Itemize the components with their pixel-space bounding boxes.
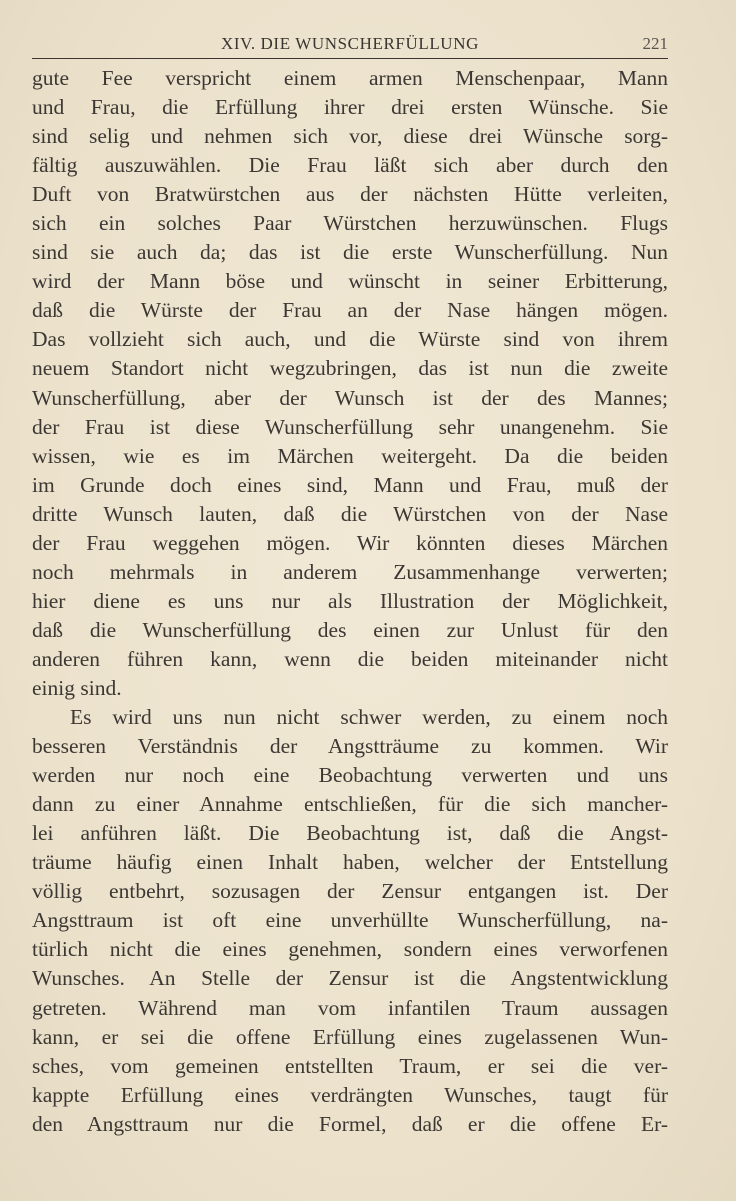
text-line: daß die Wunscherfüllung des einen zur Unlust für den: [32, 617, 668, 642]
text-line: werden nur noch eine Beobachtung verwerten und uns: [32, 763, 668, 788]
text-line: sind sie auch da; das ist die erste Wunscherfüllung. Nun: [32, 240, 668, 265]
text-line: lei anführen läßt. Die Beobachtung ist, daß die Angst-: [32, 821, 668, 846]
paragraph-end-line: einig sind.: [32, 675, 122, 700]
text-line: sich ein solches Paar Würstchen herzuwünschen. Flugs: [32, 211, 668, 236]
text-line: sind selig und nehmen sich vor, diese drei Wünsche sorg-: [32, 124, 668, 149]
body-text: [32, 64, 668, 1139]
text-line: fältig auszuwählen. Die Frau läßt sich aber durch den: [32, 153, 668, 178]
text-line: gute Fee verspricht einem armen Menschenpaar, Mann: [32, 66, 668, 90]
running-head: [32, 30, 668, 59]
text-line: wissen, wie es im Märchen weitergeht. Da die beiden: [32, 443, 668, 468]
text-line: kann, er sei die offene Erfüllung eines zugelassenen Wun-: [32, 1024, 668, 1049]
page-number: 221: [642, 34, 668, 53]
paragraph-start-line: Es wird uns nun nicht schwer werden, zu einem noch: [70, 705, 668, 730]
text-line: der Frau ist diese Wunscherfüllung sehr unangenehm. Sie: [32, 414, 668, 439]
text-line: träume häufig einen Inhalt haben, welcher der Entstellung: [32, 850, 668, 875]
text-line: der Frau weggehen mögen. Wir könnten dieses Märchen: [32, 530, 668, 555]
running-title: XIV. DIE WUNSCHERFÜLLUNG: [221, 34, 479, 53]
text-line: völlig entbehrt, sozusagen der Zensur entgangen ist. Der: [32, 879, 668, 904]
text-line: und Frau, die Erfüllung ihrer drei ersten Wünsche. Sie: [32, 95, 668, 120]
text-line: sches, vom gemeinen entstellten Traum, er sei die ver-: [32, 1053, 668, 1078]
text-line: kappte Erfüllung eines verdrängten Wunsches, taugt für: [32, 1082, 668, 1107]
text-line: anderen führen kann, wenn die beiden miteinander nicht: [32, 646, 668, 671]
text-line: wird der Mann böse und wünscht in seiner Erbitterung,: [32, 269, 668, 294]
text-line: noch mehrmals in anderem Zusammenhange verwerten;: [32, 559, 668, 584]
text-line: daß die Würste der Frau an der Nase hängen mögen.: [32, 298, 668, 323]
text-line: neuem Standort nicht wegzubringen, das ist nun die zweite: [32, 356, 668, 381]
text-line: Wunscherfüllung, aber der Wunsch ist der des Mannes;: [32, 385, 668, 410]
text-line: dann zu einer Annahme entschließen, für die sich mancher-: [32, 792, 668, 817]
text-line: getreten. Während man vom infantilen Traum aussagen: [32, 995, 668, 1020]
text-line: türlich nicht die eines genehmen, sondern eines verworfenen: [32, 937, 668, 962]
text-line: hier diene es uns nur als Illustration der Möglichkeit,: [32, 588, 668, 613]
text-line: im Grunde doch eines sind, Mann und Frau, muß der: [32, 472, 668, 497]
text-line: Wunsches. An Stelle der Zensur ist die Angstentwicklung: [32, 966, 668, 991]
text-line: Angsttraum ist oft eine unverhüllte Wunscherfüllung, na-: [32, 908, 668, 933]
text-line: den Angsttraum nur die Formel, daß er die offene Er-: [32, 1111, 668, 1136]
text-line: Das vollzieht sich auch, und die Würste sind von ihrem: [32, 327, 668, 352]
text-line: besseren Verständnis der Angstträume zu kommen. Wir: [32, 734, 668, 759]
text-line: Duft von Bratwürstchen aus der nächsten Hütte verleiten,: [32, 182, 668, 207]
text-line: dritte Wunsch lauten, daß die Würstchen von der Nase: [32, 501, 668, 526]
